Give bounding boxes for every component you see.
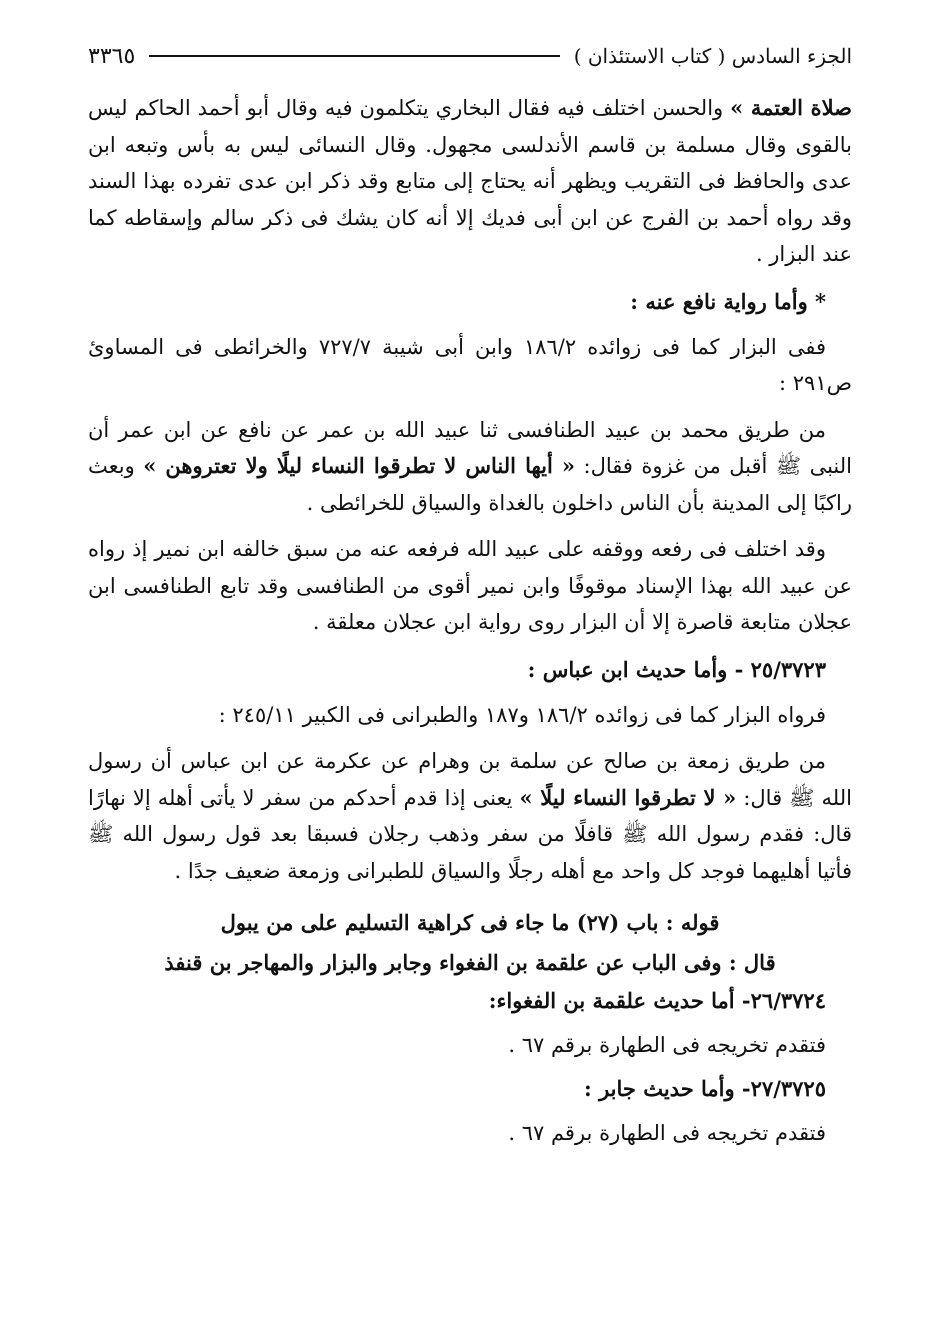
paragraph-hassan	[88, 90, 852, 273]
paragraph-ikhtilaf: وقد اختلف فى رفعه ووقفه على عبيد الله فرفعه عنه من سبق خالفه ابن نمير إذ رواه عن عبيد الله بهذا الإسناد موقوفًا وابن نمير أقوى من الطنافسى وقد تابع الطنافسى ابن عجلان متابعة قاصرة إلا أن البزار روى رواية ابن عجلان معلقة .	[88, 537, 852, 634]
hadith-quote: « لا تطرقوا النساء ليلًا »	[519, 784, 737, 810]
chapter-heading	[88, 903, 852, 983]
running-title: الجزء السادس ( كتاب الاستئذان )	[573, 44, 852, 68]
document-page	[88, 34, 852, 1159]
chapter-title: قوله : باب (٢٧) ما جاء فى كراهية التسليم على من يبول	[220, 910, 720, 935]
chapter-subtitle: قال : وفى الباب عن علقمة بن الفغواء وجابر والبزار والمهاجر بن قنفذ	[164, 950, 776, 975]
paragraph-text: وبعث راكبًا إلى المدينة بأن الناس داخلون بالغداة والسياق للخرائطى .	[88, 454, 852, 515]
page-number: ٣٣٦٥	[88, 43, 136, 69]
heading-jabir: ٢٧/٣٧٢٥- وأما حديث جابر :	[584, 1076, 826, 1101]
paragraph-bazzar-tabarani: فرواه البزار كما فى زوائده ١٨٦/٢ و١٨٧ والطبرانى فى الكبير ٢٤٥/١١ :	[218, 702, 826, 727]
paragraph-zamaa	[88, 743, 852, 889]
page-body	[88, 90, 852, 1151]
paragraph-tanafisi	[88, 412, 852, 522]
paragraph-alqama-ref: فتقدم تخريجه فى الطهارة برقم ٦٧ .	[508, 1033, 826, 1057]
header-rule	[149, 55, 559, 57]
heading-ibn-abbas: ٢٥/٣٧٢٣ - وأما حديث ابن عباس :	[527, 656, 826, 682]
paragraph-jabir-ref: فتقدم تخريجه فى الطهارة برقم ٦٧ .	[508, 1121, 826, 1145]
paragraph-text: يعنى إذا قدم أحدكم من سفر لا يأتى أهله إلا نهارًا قال: فقدم رسول الله ﷺ قافلًا من سفر وذهب رجلان فسبقا بعد قول رسول الله ﷺ فأتيا أهليهما فوجد كل واحد مع أهله رجلًا والسياق للطبرانى وزمعة ضعيف جدًا .	[88, 785, 852, 883]
heading-alqama: ٢٦/٣٧٢٤- أما حديث علقمة بن الفغواء:	[488, 988, 826, 1013]
bold-phrase: صلاة العتمة »	[730, 95, 852, 120]
heading-nafi: * وأما رواية نافع عنه :	[630, 288, 826, 314]
hadith-quote: « أيها الناس لا تطرقوا النساء ليلًا ولا تعتروهن »	[143, 453, 576, 478]
paragraph-text: من طريق محمد بن عبيد الطنافسى ثنا عبيد الله بن عمر عن نافع عن ابن عمر أن النبى ﷺ أقبل من غزوة فقال:	[88, 417, 853, 478]
paragraph-bazzar-sources: ففى البزار كما فى زوائده ١٨٦/٢ وابن أبى شيبة ٧٢٧/٧ والخرائطى فى المساوئ ص٢٩١ :	[88, 334, 852, 395]
page-header	[88, 34, 852, 78]
paragraph-text: والحسن اختلف فيه فقال البخاري يتكلمون فيه وقال أبو أحمد الحاكم ليس بالقوى وقال مسلمة بن قاسم الأندلسى مجهول. وقال النسائى ليس به بأس وتبعه ابن عدى والحافظ فى التقريب ويظهر أنه يحتاج إلى متابع وقد ذكر ابن عدى تفرده بهذا السند وقد رواه أحمد بن الفرج عن ابن أبى فديك إلا أنه كان يشك فى ذكر سالم وإسقاطه كما عند البزار .	[88, 96, 852, 266]
paragraph-text: من طريق زمعة بن صالح عن سلمة بن وهرام عن عكرمة عن ابن عباس أن رسول الله ﷺ قال:	[88, 749, 852, 810]
